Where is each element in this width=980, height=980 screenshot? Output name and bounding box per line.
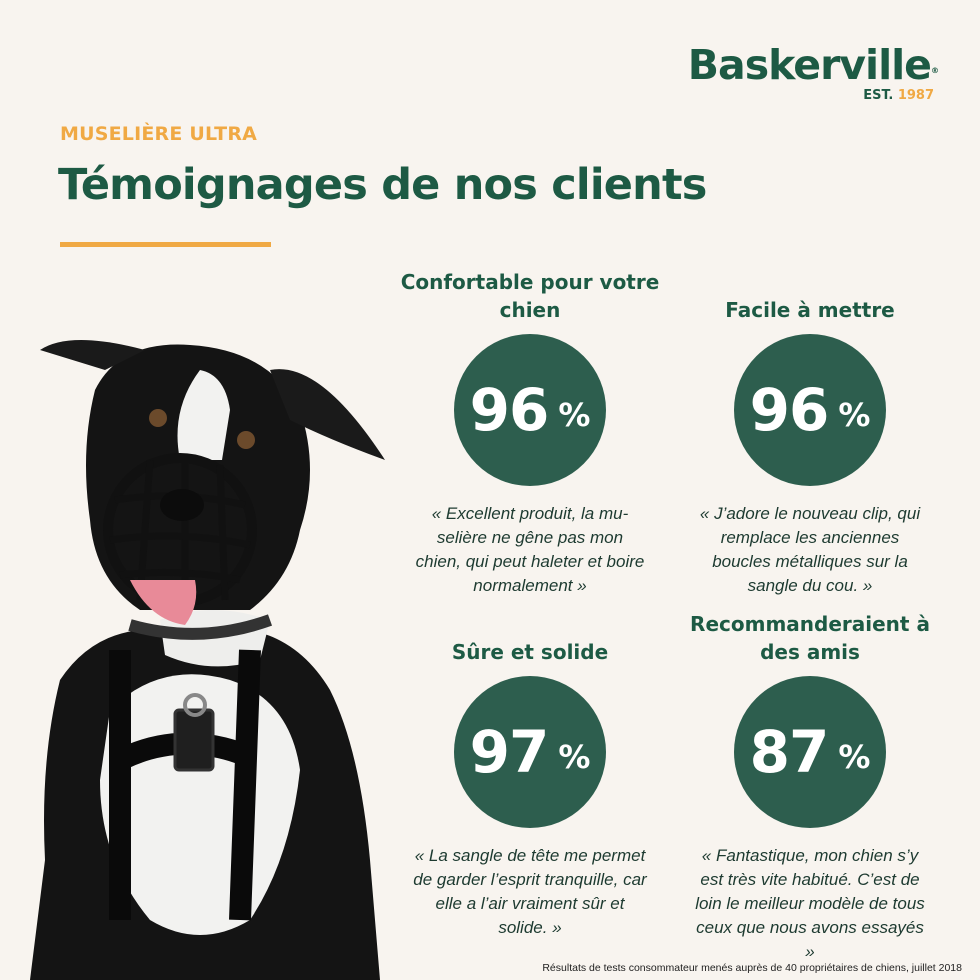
page-title: Témoignages de nos clients [58,160,707,210]
est-prefix: EST. [863,88,894,103]
stat-easy [680,268,940,598]
stat-circle [454,334,606,486]
registered-mark: ® [931,66,938,75]
stat-quote: « J’adore le nouveau clip, qui remplace les anciennes boucles métalliques sur la sangle du cou. » [699,504,921,595]
stat-safe [400,610,660,940]
stat-circle [734,334,886,486]
brand-logo [688,40,938,103]
stat-label: Sûre et solide [451,640,609,664]
stat-circle [454,676,606,828]
product-kicker: MUSELIÈRE ULTRA [60,123,258,145]
stat-value: 97 [469,718,549,786]
stat-value: 96 [469,376,549,444]
stat-quote: « Excellent produit, la muselière ne gêne pas mon chien, qui peut haleter et boire normalement » [415,504,645,595]
est-year: 1987 [897,88,934,103]
stat-label: Recommanderaient à des amis [690,612,930,664]
stat-comfort [400,268,660,598]
stat-unit: % [838,396,871,434]
stat-value: 96 [749,376,829,444]
footnote: Résultats de tests consommateur menés auprès de 40 propriétaires de chiens, juillet 2018 [542,962,962,974]
stat-unit: % [838,738,871,776]
stat-unit: % [558,738,591,776]
brand-name: Baskerville [687,41,931,89]
dog-with-muzzle-image [0,300,410,980]
stat-unit: % [558,396,591,434]
stat-circle [734,676,886,828]
title-underline [60,242,271,247]
stat-label: Facile à mettre [725,298,895,322]
stat-recommend [680,610,940,964]
stat-value: 87 [749,718,829,786]
stat-quote: « La sangle de tête me permet de garder l’esprit tranquille, car elle a l’air vraiment sûr et solide. » [413,846,647,937]
stat-quote: « Fantastique, mon chien s’y est très vite habitué. C’est de loin le meilleur modèle de tous ceux que nous avons essayés » [695,846,925,961]
stat-label: Confortable pour votre chien [400,270,660,322]
